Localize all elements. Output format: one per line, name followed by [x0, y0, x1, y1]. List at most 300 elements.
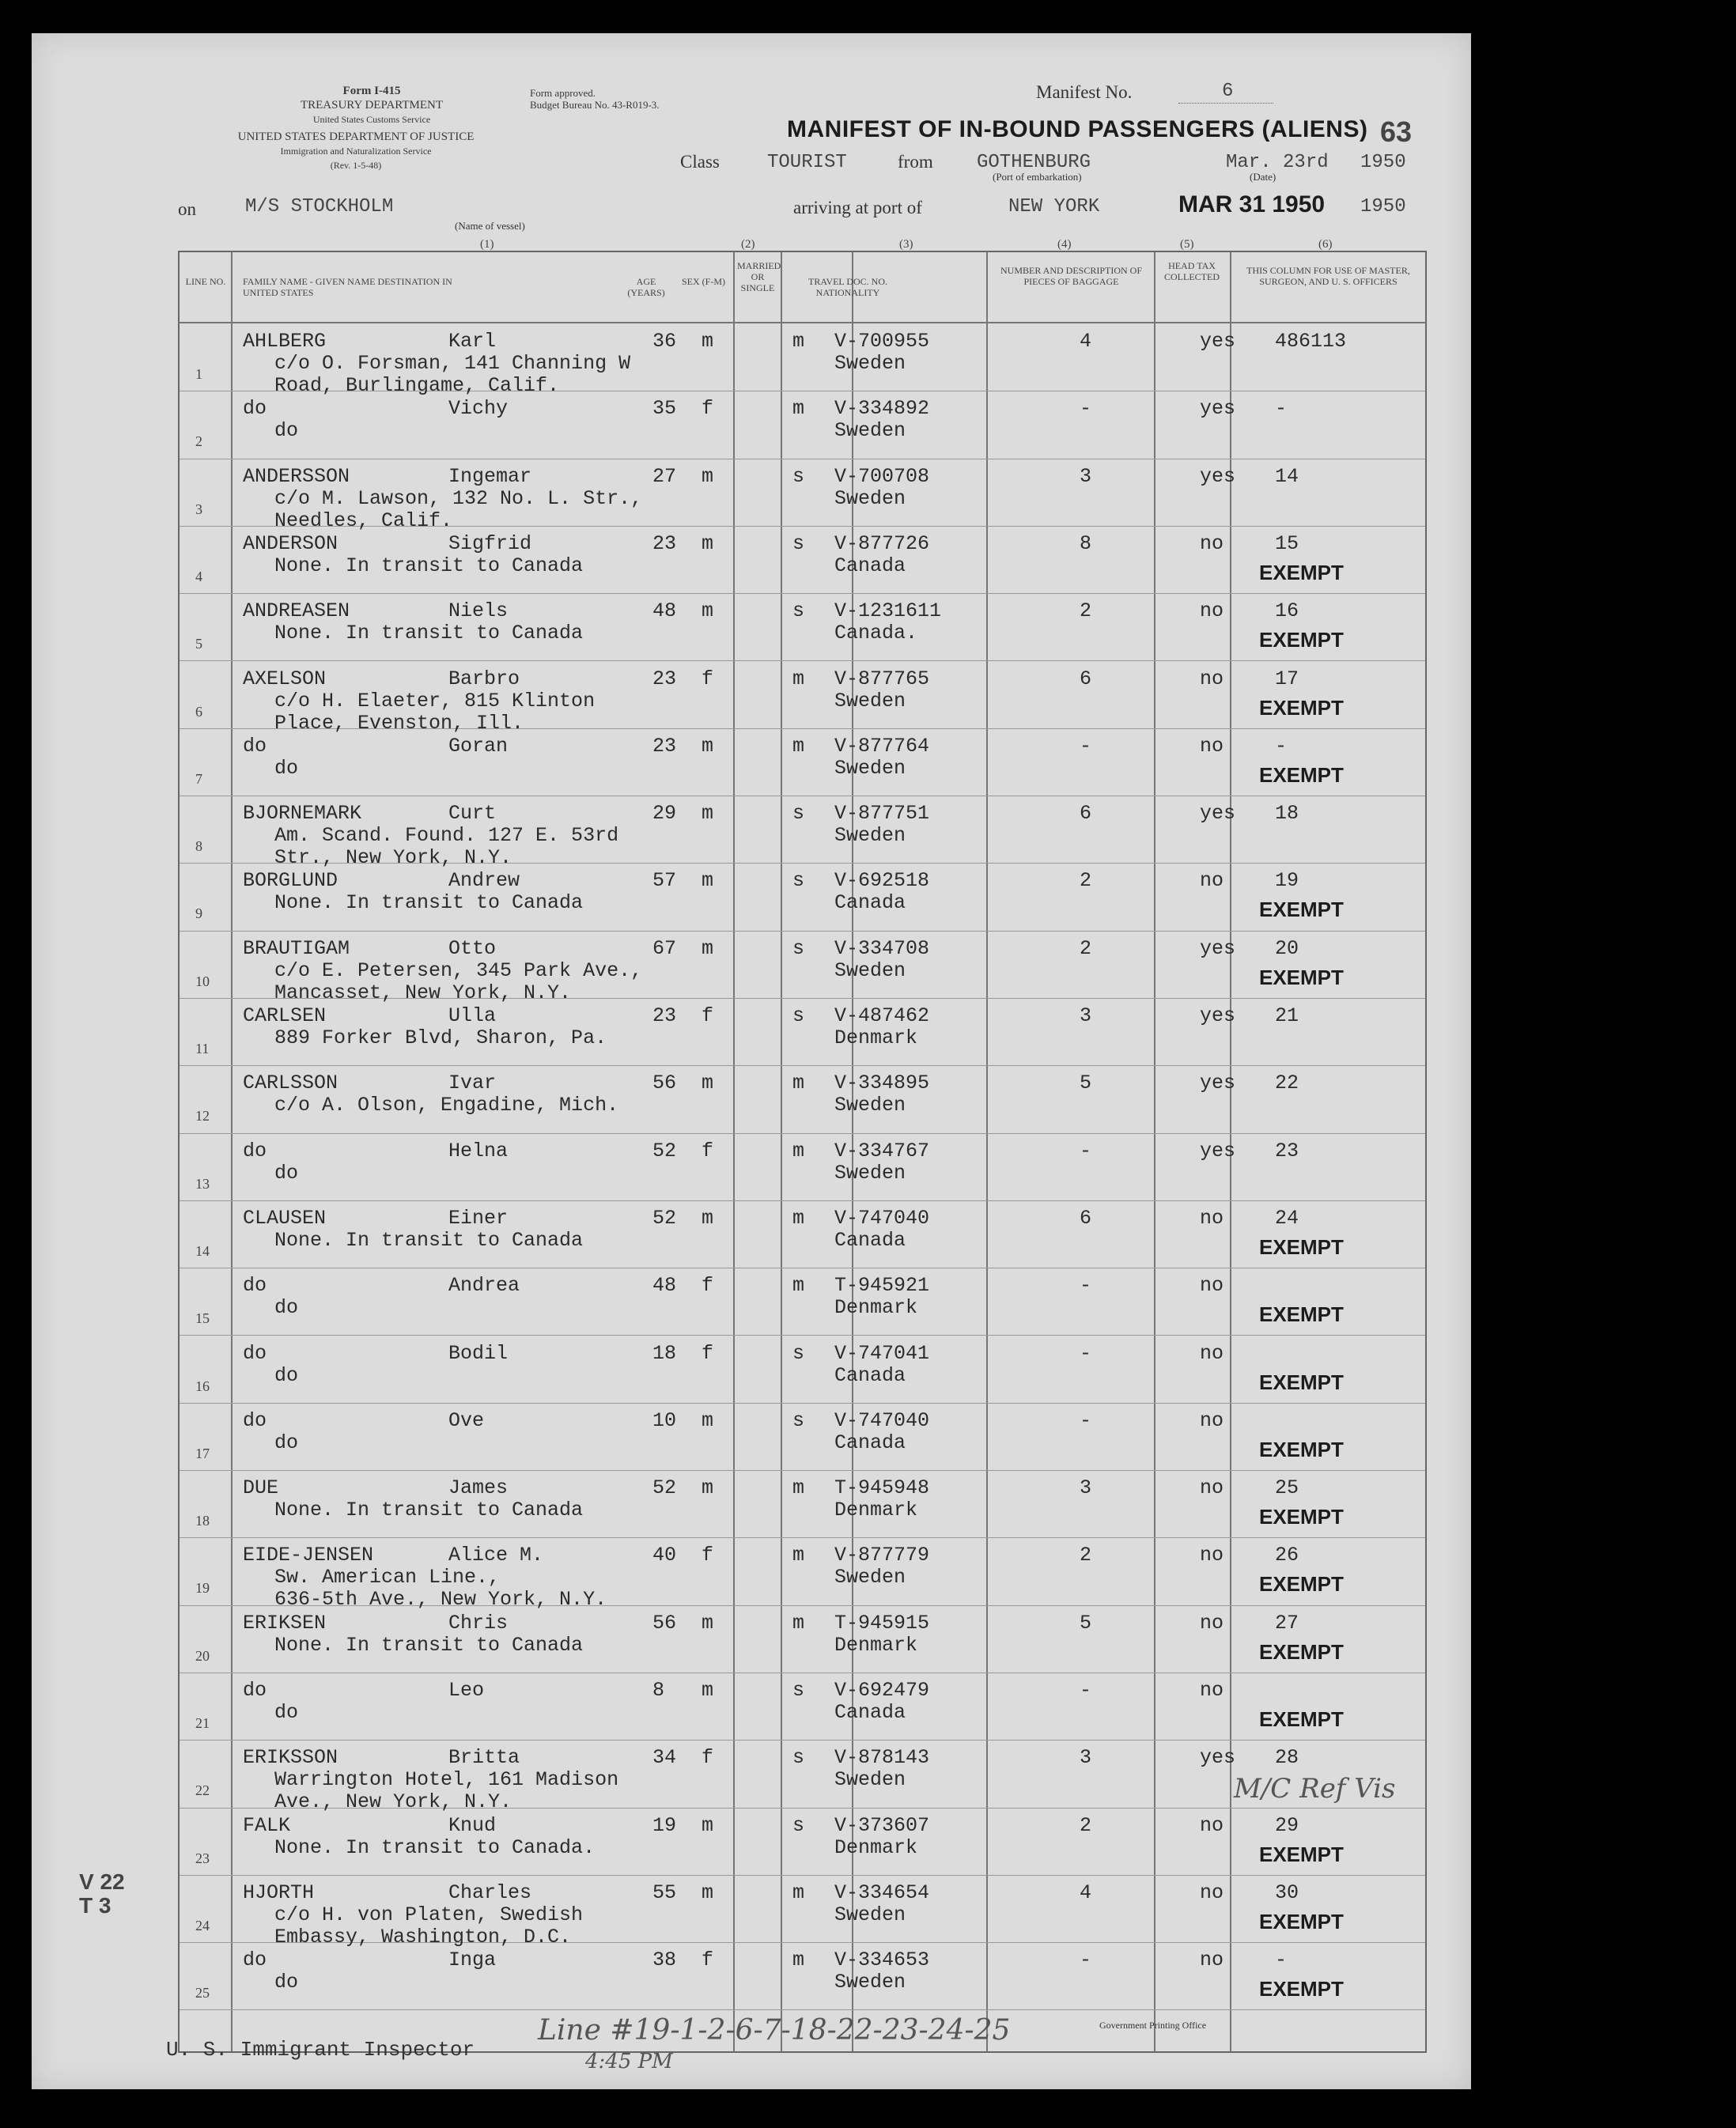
- row-age: 34: [652, 1746, 677, 1770]
- row-family: CLAUSEN: [243, 1206, 327, 1230]
- row-given: Otto: [448, 936, 497, 960]
- row-line: 16: [195, 1378, 210, 1394]
- row-ms: m: [792, 1880, 805, 1904]
- row-given: Andrea: [448, 1274, 520, 1298]
- row-bag: 5: [1080, 1072, 1092, 1095]
- row-given: Vichy: [448, 397, 509, 421]
- row-dest1: None. In transit to Canada: [274, 1499, 584, 1522]
- vessel-name: M/S STOCKHOLM: [245, 196, 394, 217]
- row-line: 17: [195, 1445, 210, 1461]
- row-doc: V-877726: [834, 531, 930, 555]
- row-dest1: c/o O. Forsman, 141 Channing W: [274, 352, 631, 375]
- col-age: AGE (YEARS): [627, 276, 665, 298]
- row-bag: -: [1080, 1408, 1092, 1432]
- table-row: [180, 1202, 1425, 1269]
- row-doc: T-945915: [834, 1611, 930, 1635]
- row-family: do: [243, 1408, 267, 1432]
- row-tax: yes: [1200, 397, 1236, 421]
- row-tax: yes: [1200, 464, 1236, 488]
- row-age: 29: [652, 802, 677, 826]
- row-stamp: EXEMPT: [1259, 1302, 1344, 1327]
- row-nat: Canada: [834, 1701, 906, 1724]
- table-row: [180, 1539, 1425, 1612]
- row-tax: no: [1200, 1274, 1224, 1298]
- on-label: on: [178, 199, 196, 219]
- row-nat: Canada: [834, 891, 906, 915]
- row-doc: V-334708: [834, 936, 930, 960]
- row-bag: 6: [1080, 802, 1092, 826]
- row-stamp: EXEMPT: [1259, 1639, 1344, 1664]
- row-bag: 2: [1080, 936, 1092, 960]
- justice-dept: UNITED STATES DEPARTMENT OF JUSTICE: [237, 130, 475, 143]
- row-off: 30: [1275, 1880, 1299, 1904]
- row-family: ANDREASEN: [243, 599, 350, 623]
- row-off: 24: [1275, 1206, 1299, 1230]
- row-ms: m: [792, 330, 805, 353]
- row-bag: 5: [1080, 1611, 1092, 1635]
- line-note: Line #19-1-2-6-7-18-22-23-24-25: [538, 2014, 1011, 2047]
- row-sex: m: [702, 1072, 714, 1095]
- row-line: 4: [195, 568, 202, 584]
- row-doc: V-700955: [834, 330, 930, 353]
- side-mark-2: T 3: [79, 1893, 112, 1918]
- row-age: 23: [652, 667, 677, 690]
- row-tax: no: [1200, 1476, 1224, 1500]
- row-sex: m: [702, 464, 714, 488]
- row-family: AHLBERG: [243, 330, 327, 353]
- row-given: Andrew: [448, 869, 520, 893]
- row-age: 52: [652, 1139, 677, 1162]
- row-bag: -: [1080, 1139, 1092, 1162]
- row-sex: f: [702, 397, 714, 421]
- row-dest2: Str., New York, N.Y.: [274, 846, 512, 870]
- row-tax: yes: [1200, 802, 1236, 826]
- row-sex: m: [702, 1611, 714, 1635]
- row-dest2: Needles, Calif.: [274, 508, 453, 532]
- arrival-port: NEW YORK: [1008, 196, 1100, 217]
- row-nat: Sweden: [834, 1903, 906, 1926]
- row-dest1: Sw. American Line.,: [274, 1566, 501, 1589]
- inspector-label: U. S. Immigrant Inspector: [166, 2038, 475, 2062]
- row-family: AXELSON: [243, 667, 327, 690]
- page-title: MANIFEST OF IN-BOUND PASSENGERS (ALIENS): [787, 116, 1368, 142]
- row-sex: m: [702, 1408, 714, 1432]
- form-approved: Form approved.: [530, 87, 596, 99]
- row-sex: f: [702, 1139, 714, 1162]
- row-age: 56: [652, 1611, 677, 1635]
- row-line: 3: [195, 501, 202, 517]
- row-dest2: Mancasset, New York, N.Y.: [274, 981, 572, 1004]
- row-tax: no: [1200, 599, 1224, 623]
- row-age: 67: [652, 936, 677, 960]
- row-nat: Sweden: [834, 824, 906, 848]
- row-family: do: [243, 734, 267, 758]
- row-doc: V-692518: [834, 869, 930, 893]
- row-line: 10: [195, 973, 210, 989]
- row-given: Leo: [448, 1679, 485, 1702]
- embark-date: Mar. 23rd: [1226, 152, 1329, 173]
- row-dest1: do: [274, 1161, 299, 1185]
- row-nat: Sweden: [834, 1161, 906, 1185]
- row-family: ERIKSSON: [243, 1746, 339, 1770]
- row-given: Ove: [448, 1408, 485, 1432]
- row-dest1: do: [274, 1296, 299, 1320]
- row-dest2: Road, Burlingame, Calif.: [274, 374, 560, 397]
- row-family: BJORNEMARK: [243, 802, 362, 826]
- row-sex: f: [702, 1274, 714, 1298]
- row-bag: -: [1080, 397, 1092, 421]
- row-tax: yes: [1200, 1072, 1236, 1095]
- row-doc: V-700708: [834, 464, 930, 488]
- row-age: 35: [652, 397, 677, 421]
- row-sex: f: [702, 1341, 714, 1365]
- row-age: 19: [652, 1813, 677, 1837]
- row-family: ANDERSSON: [243, 464, 350, 488]
- row-ms: s: [792, 1813, 805, 1837]
- row-bag: 4: [1080, 1880, 1092, 1904]
- printer-credit: Government Printing Office: [1099, 2020, 1207, 2031]
- row-dest1: do: [274, 756, 299, 780]
- row-ms: s: [792, 531, 805, 555]
- table-row: [180, 1067, 1425, 1134]
- row-age: 27: [652, 464, 677, 488]
- row-sex: f: [702, 1004, 714, 1027]
- table-row: [180, 1269, 1425, 1336]
- col-baggage: NUMBER AND DESCRIPTION OF PIECES OF BAGGAGE: [1000, 265, 1143, 287]
- row-age: 23: [652, 734, 677, 758]
- row-nat: Sweden: [834, 958, 906, 982]
- row-bag: 3: [1080, 1476, 1092, 1500]
- col-married: MARRIED OR SINGLE: [737, 260, 781, 293]
- row-family: HJORTH: [243, 1880, 315, 1904]
- row-stamp: EXEMPT: [1259, 1234, 1344, 1259]
- row-off: 22: [1275, 1072, 1299, 1095]
- vessel-caption: (Name of vessel): [455, 220, 525, 232]
- row-off: 25: [1275, 1476, 1299, 1500]
- row-given: James: [448, 1476, 509, 1500]
- row-stamp: EXEMPT: [1259, 1707, 1344, 1731]
- row-ms: m: [792, 1206, 805, 1230]
- row-ms: s: [792, 1408, 805, 1432]
- arrival-date-stamp: MAR 31 1950: [1178, 191, 1326, 217]
- row-tax: no: [1200, 1679, 1224, 1702]
- manifest-page: [32, 33, 1471, 2089]
- row-doc: V-692479: [834, 1679, 930, 1702]
- row-off: -: [1275, 397, 1288, 421]
- row-dest1: do: [274, 1701, 299, 1724]
- row-dest1: 889 Forker Blvd, Sharon, Pa.: [274, 1026, 607, 1049]
- col-travel-doc: TRAVEL DOC. NO. NATIONALITY: [807, 276, 887, 298]
- row-line: 1: [195, 366, 202, 382]
- row-bag: 2: [1080, 1544, 1092, 1567]
- row-nat: Sweden: [834, 756, 906, 780]
- row-line: 15: [195, 1310, 210, 1327]
- row-line: 23: [195, 1850, 210, 1866]
- row-sex: m: [702, 869, 714, 893]
- row-stamp: EXEMPT: [1259, 695, 1344, 720]
- row-stamp: EXEMPT: [1259, 898, 1344, 922]
- row-sex: f: [702, 667, 714, 690]
- col-num-2: (2): [741, 238, 755, 251]
- row-line: 19: [195, 1580, 210, 1597]
- row-nat: Canada: [834, 1431, 906, 1454]
- row-dest1: do: [274, 1971, 299, 1994]
- row-stamp: EXEMPT: [1259, 1370, 1344, 1394]
- row-line: 2: [195, 433, 202, 450]
- row-doc: V-747040: [834, 1206, 930, 1230]
- row-sex: f: [702, 1948, 714, 1972]
- row-given: Britta: [448, 1746, 520, 1770]
- table-row: [180, 932, 1425, 1004]
- row-ms: s: [792, 1341, 805, 1365]
- row-family: ANDERSON: [243, 531, 339, 555]
- treasury-dept: TREASURY DEPARTMENT: [300, 99, 444, 112]
- row-doc: V-334892: [834, 397, 930, 421]
- row-dest1: Am. Scand. Found. 127 E. 53rd: [274, 824, 619, 848]
- row-nat: Canada: [834, 1228, 906, 1252]
- table-row: [180, 663, 1425, 735]
- manifest-no-value: 6: [1222, 81, 1234, 102]
- row-family: EIDE-JENSEN: [243, 1544, 374, 1567]
- row-bag: -: [1080, 1274, 1092, 1298]
- row-bag: 4: [1080, 330, 1092, 353]
- table-row: [180, 527, 1425, 595]
- row-age: 52: [652, 1206, 677, 1230]
- row-given: Ingemar: [448, 464, 532, 488]
- row-sex: m: [702, 936, 714, 960]
- col-num-3: (3): [899, 238, 913, 251]
- row-bag: 6: [1080, 667, 1092, 690]
- row-ms: m: [792, 1544, 805, 1567]
- row-dest1: None. In transit to Canada: [274, 622, 584, 645]
- row-bag: 3: [1080, 1004, 1092, 1027]
- row-stamp: EXEMPT: [1259, 1572, 1344, 1597]
- row-bag: 2: [1080, 1813, 1092, 1837]
- row-ms: s: [792, 936, 805, 960]
- revision: (Rev. 1-5-48): [330, 160, 382, 171]
- row-tax: no: [1200, 1544, 1224, 1567]
- row-family: do: [243, 397, 267, 421]
- row-ms: m: [792, 1072, 805, 1095]
- budget-bureau: Budget Bureau No. 43-R019-3.: [530, 99, 660, 111]
- row-doc: V-334895: [834, 1072, 930, 1095]
- row-line: 25: [195, 1985, 210, 2001]
- row-tax: yes: [1200, 936, 1236, 960]
- row-doc: V-877751: [834, 802, 930, 826]
- row-bag: 3: [1080, 464, 1092, 488]
- row-sex: f: [702, 1746, 714, 1770]
- row-dest1: None. In transit to Canada: [274, 891, 584, 915]
- row-nat: Denmark: [834, 1499, 918, 1522]
- row-doc: V-1231611: [834, 599, 942, 623]
- ins-service: Immigration and Naturalization Service: [280, 146, 432, 157]
- row-dest1: None. In transit to Canada: [274, 554, 584, 577]
- row-given: Bodil: [448, 1341, 509, 1365]
- row-age: 18: [652, 1341, 677, 1365]
- row-given: Einer: [448, 1206, 509, 1230]
- row-stamp: EXEMPT: [1259, 762, 1344, 787]
- col-officers: THIS COLUMN FOR USE OF MASTER, SURGEON, AND U. S. OFFICERS: [1246, 265, 1410, 287]
- row-off: 29: [1275, 1813, 1299, 1837]
- row-off: 15: [1275, 531, 1299, 555]
- row-given: Inga: [448, 1948, 497, 1972]
- row-age: 36: [652, 330, 677, 353]
- row-off: 23: [1275, 1139, 1299, 1162]
- margin-note: M/C Ref Vis: [1234, 1773, 1396, 1805]
- from-label: from: [898, 152, 933, 172]
- row-dest1: Warrington Hotel, 161 Madison: [274, 1768, 619, 1792]
- row-nat: Sweden: [834, 1566, 906, 1589]
- row-age: 55: [652, 1880, 677, 1904]
- row-doc: T-945921: [834, 1274, 930, 1298]
- row-stamp: EXEMPT: [1259, 1437, 1344, 1461]
- row-given: Helna: [448, 1139, 509, 1162]
- row-nat: Sweden: [834, 419, 906, 443]
- row-stamp: EXEMPT: [1259, 1505, 1344, 1529]
- class-value: TOURIST: [767, 152, 847, 173]
- col-head-tax: HEAD TAX COLLECTED: [1164, 260, 1220, 282]
- row-tax: no: [1200, 1206, 1224, 1230]
- row-age: 10: [652, 1408, 677, 1432]
- row-ms: s: [792, 802, 805, 826]
- row-sex: m: [702, 1206, 714, 1230]
- row-family: BORGLUND: [243, 869, 339, 893]
- row-bag: 6: [1080, 1206, 1092, 1230]
- row-age: 38: [652, 1948, 677, 1972]
- row-off: 17: [1275, 667, 1299, 690]
- row-tax: yes: [1200, 330, 1236, 353]
- row-given: Curt: [448, 802, 497, 826]
- row-tax: yes: [1200, 1139, 1236, 1162]
- row-sex: m: [702, 734, 714, 758]
- table-row: [180, 1337, 1425, 1404]
- row-doc: V-877765: [834, 667, 930, 690]
- row-age: 48: [652, 599, 677, 623]
- col-sex: SEX (F-M): [681, 276, 725, 287]
- row-line: 11: [195, 1041, 210, 1056]
- row-stamp: EXEMPT: [1259, 965, 1344, 989]
- row-line: 12: [195, 1108, 210, 1124]
- row-given: Knud: [448, 1813, 497, 1837]
- row-doc: V-747041: [834, 1341, 930, 1365]
- row-tax: no: [1200, 1408, 1224, 1432]
- row-bag: 2: [1080, 869, 1092, 893]
- row-tax: no: [1200, 1948, 1224, 1972]
- row-nat: Denmark: [834, 1296, 918, 1320]
- row-line: 18: [195, 1513, 210, 1529]
- form-approval: [530, 87, 751, 111]
- justice-header: [174, 130, 538, 172]
- row-dest1: None. In transit to Canada: [274, 1228, 584, 1252]
- row-stamp: EXEMPT: [1259, 1842, 1344, 1866]
- row-tax: yes: [1200, 1004, 1236, 1027]
- row-bag: 3: [1080, 1746, 1092, 1770]
- row-nat: Denmark: [834, 1835, 918, 1859]
- col-num-6: (6): [1318, 238, 1333, 251]
- table-row: [180, 1404, 1425, 1472]
- row-doc: V-334654: [834, 1880, 930, 1904]
- row-off: -: [1275, 1948, 1288, 1972]
- row-nat: Sweden: [834, 1768, 906, 1792]
- table-row: [180, 1607, 1425, 1674]
- row-sex: m: [702, 599, 714, 623]
- side-mark-1: V 22: [79, 1869, 125, 1894]
- col-num-1: (1): [480, 238, 494, 251]
- row-tax: no: [1200, 869, 1224, 893]
- row-ms: m: [792, 397, 805, 421]
- row-doc: V-877764: [834, 734, 930, 758]
- row-bag: -: [1080, 734, 1092, 758]
- table-row: [180, 392, 1425, 459]
- row-ms: s: [792, 1004, 805, 1027]
- row-dest2: Embassy, Washington, D.C.: [274, 1925, 572, 1948]
- row-tax: no: [1200, 667, 1224, 690]
- row-given: Chris: [448, 1611, 509, 1635]
- row-ms: m: [792, 1139, 805, 1162]
- row-sex: m: [702, 330, 714, 353]
- row-age: 57: [652, 869, 677, 893]
- row-family: CARLSSON: [243, 1072, 339, 1095]
- row-given: Goran: [448, 734, 509, 758]
- row-tax: no: [1200, 1341, 1224, 1365]
- row-tax: no: [1200, 1880, 1224, 1904]
- arrival-year: 1950: [1360, 196, 1406, 217]
- row-bag: -: [1080, 1679, 1092, 1702]
- row-tax: no: [1200, 1611, 1224, 1635]
- col-line-no: LINE NO.: [185, 276, 226, 287]
- row-nat: Canada: [834, 554, 906, 577]
- row-line: 5: [195, 636, 202, 652]
- row-off: 26: [1275, 1544, 1299, 1567]
- row-dest1: c/o E. Petersen, 345 Park Ave.,: [274, 958, 643, 982]
- row-dest2: 636-5th Ave., New York, N.Y.: [274, 1588, 607, 1612]
- row-stamp: EXEMPT: [1259, 1977, 1344, 2001]
- row-line: 8: [195, 838, 202, 855]
- col-num-5: (5): [1180, 238, 1194, 251]
- form-id: Form I-415: [342, 85, 401, 97]
- row-sex: m: [702, 531, 714, 555]
- row-doc: V-747040: [834, 1408, 930, 1432]
- row-bag: -: [1080, 1341, 1092, 1365]
- row-off: 18: [1275, 802, 1299, 826]
- row-doc: V-877779: [834, 1544, 930, 1567]
- row-ms: s: [792, 1746, 805, 1770]
- row-family: CARLSEN: [243, 1004, 327, 1027]
- row-nat: Canada.: [834, 622, 918, 645]
- row-doc: V-334767: [834, 1139, 930, 1162]
- row-age: 40: [652, 1544, 677, 1567]
- row-bag: 2: [1080, 599, 1092, 623]
- row-line: 22: [195, 1782, 210, 1799]
- row-sex: f: [702, 1544, 714, 1567]
- time-note: 4:45 PM: [585, 2050, 673, 2073]
- row-dest1: c/o H. Elaeter, 815 Klinton: [274, 689, 596, 712]
- table-row: [180, 1472, 1425, 1539]
- row-tax: no: [1200, 734, 1224, 758]
- row-given: Ivar: [448, 1072, 497, 1095]
- embarkation-port: GOTHENBURG: [977, 152, 1091, 173]
- row-sex: m: [702, 1880, 714, 1904]
- table-row: [180, 1944, 1425, 2011]
- row-ms: m: [792, 734, 805, 758]
- table-row: [180, 460, 1425, 532]
- row-off: 20: [1275, 936, 1299, 960]
- row-given: Sigfrid: [448, 531, 532, 555]
- row-off: 16: [1275, 599, 1299, 623]
- agency-header: [253, 84, 490, 127]
- row-tax: no: [1200, 531, 1224, 555]
- row-ms: s: [792, 1679, 805, 1702]
